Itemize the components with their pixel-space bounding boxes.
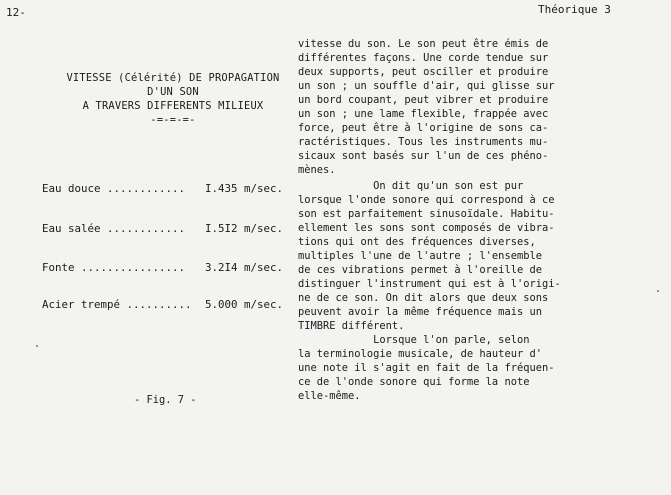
speed-row-value: 3.2I4 m/sec. xyxy=(205,261,284,274)
body-text-line: tions qui ont des fréquences diverses, xyxy=(298,236,536,248)
table-title-line-3: A TRAVERS DIFFERENTS MILIEUX xyxy=(82,100,264,112)
body-text-line: ne de ce son. On dit alors que deux sons xyxy=(298,292,549,304)
body-text-line: ellement les sons sont composés de vibra- xyxy=(298,222,555,234)
body-text-line: un son ; une lame flexible, frappée avec xyxy=(298,108,549,120)
figure-caption: - Fig. 7 - xyxy=(134,394,197,406)
body-text-line: Lorsque l'on parle, selon xyxy=(298,334,530,346)
table-title-line-1: VITESSE (Célérité) DE PROPAGATION xyxy=(66,72,280,84)
body-text-line: sicaux sont basés sur l'un de ces phéno- xyxy=(298,150,549,162)
speed-row-value: I.5I2 m/sec. xyxy=(205,222,284,235)
body-text-line: vitesse du son. Le son peut être émis de xyxy=(298,38,549,50)
body-text-line: peuvent avoir la même fréquence mais un xyxy=(298,306,542,318)
body-text-line: deux supports, peut osciller et produire xyxy=(298,66,549,78)
body-text-line: TIMBRE différent. xyxy=(298,320,405,332)
speed-row-medium: Acier trempé .......... xyxy=(42,298,192,311)
body-text-line: mènes. xyxy=(298,164,336,176)
body-text-line: ce de l'onde sonore qui forme la note xyxy=(298,376,530,388)
running-title: Théorique 3 xyxy=(538,3,611,16)
page-number: 12- xyxy=(6,6,26,19)
speed-row-value: 5.000 m/sec. xyxy=(205,298,284,311)
speed-row-medium: Fonte ................ xyxy=(42,261,186,274)
scan-speck xyxy=(657,290,659,292)
body-text-line: lorsque l'onde sonore qui correspond à ce xyxy=(298,194,555,206)
body-text-line: différentes façons. Une corde tendue sur xyxy=(298,52,549,64)
body-text-line: multiples l'une de l'autre ; l'ensemble xyxy=(298,250,542,262)
speed-row-value: I.435 m/sec. xyxy=(205,182,284,195)
body-text-line: On dit qu'un son est pur xyxy=(298,180,524,192)
speed-row-medium: Eau salée ............ xyxy=(42,222,186,235)
body-text-line: distinguer l'instrument qui est à l'origi- xyxy=(298,278,561,290)
body-text-line: une note il s'agit en fait de la fréquen- xyxy=(298,362,555,374)
body-text-line: de ces vibrations permet à l'oreille de xyxy=(298,264,542,276)
scan-speck xyxy=(36,345,38,347)
body-text-line: un bord coupant, peut vibrer et produire xyxy=(298,94,549,106)
speed-row-medium: Eau douce ............ xyxy=(42,182,186,195)
body-text-line: son est parfaitement sinusoïdale. Habitu- xyxy=(298,208,555,220)
table-title-separator: -=-=-=- xyxy=(150,114,196,126)
body-text-line: elle-même. xyxy=(298,390,361,402)
table-title-line-2: D'UN SON xyxy=(147,86,199,98)
body-text-line: force, peut être à l'origine de sons ca- xyxy=(298,122,549,134)
body-text-line: un son ; un souffle d'air, qui glisse sur xyxy=(298,80,555,92)
body-text-line: ractéristiques. Tous les instruments mu- xyxy=(298,136,549,148)
body-text-line: la terminologie musicale, de hauteur d' xyxy=(298,348,542,360)
